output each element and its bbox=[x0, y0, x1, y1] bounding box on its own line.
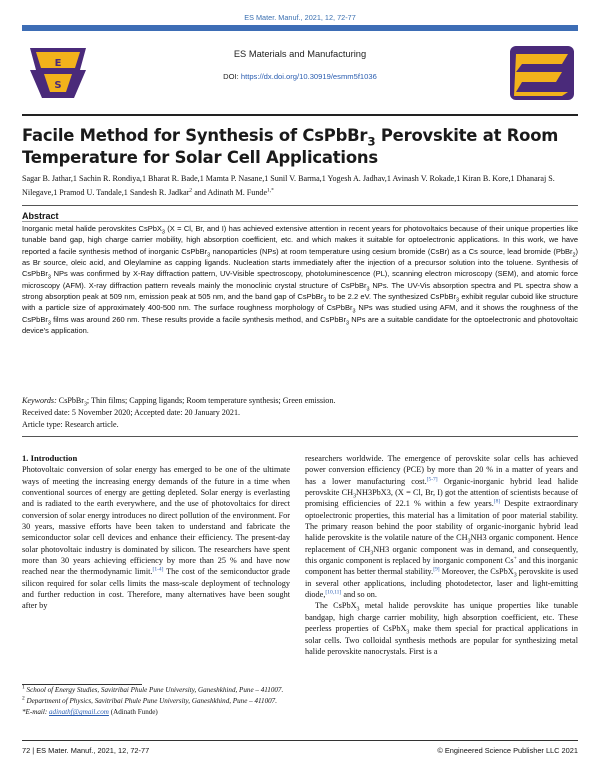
keywords: CsPbBr$_3$; Thin films; Capping ligands; Room temperature synthesis; Green emission. bbox=[56, 396, 336, 408]
email-label: *E-mail: bbox=[22, 708, 49, 717]
abstract-top-rule bbox=[22, 205, 578, 206]
article-title bbox=[22, 125, 578, 169]
doi-link[interactable]: https://dx.doi.org/10.30919/esmm5f1036 bbox=[240, 72, 377, 81]
keywords-line bbox=[22, 395, 578, 407]
left-column bbox=[22, 453, 290, 612]
svg-text:S: S bbox=[54, 80, 62, 91]
article-type: Article type: Research article. bbox=[22, 420, 119, 429]
citation[interactable]: [10,11] bbox=[325, 589, 342, 596]
header-rule bbox=[22, 114, 578, 116]
intro-text-b: The cost of the semiconductor grade silicon required for solar cells limits the mass-scale deployment of technology and further reduction in cost. Therefore, many alternatives have been sought after by bbox=[22, 567, 290, 611]
intro-text-e: Despite extraordinary optoelectronic properties, this material has a limitation of poor material stability. The primary reason behind the poor stability of organic-inorganic hybrid lead halide perovskite is the volatile nature of the $CH_3NH3$ organic component. Hence replacement of $CH_3NH3$ organic component was in demand, and consequently, this organic component is replaced by inorganic component Cs+ and this inorganic component has better thermal stability. bbox=[305, 499, 579, 577]
intro-text-f: Moreover, the CsPbX$_3$ perovskite is used in several other applications, including photodetector, laser and light-emitting diode, bbox=[305, 567, 578, 600]
intro-text-d: Organic-inorganic hybrid lead halide perovskite $CH_3NH3PbX3$, (X = Cl, Br, I) got the attention of scientists because of promising efficiencies of 22.1 % within a few years. bbox=[305, 476, 578, 509]
journal-name: ES Materials and Manufacturing bbox=[233, 49, 367, 59]
abstract-heading-rule bbox=[22, 221, 578, 222]
right-column bbox=[305, 453, 578, 657]
footnotes bbox=[22, 685, 290, 719]
citation[interactable]: [9] bbox=[433, 566, 440, 573]
email-owner: (Adinath Funde) bbox=[108, 708, 158, 717]
header-bar bbox=[22, 25, 578, 31]
intro-paragraph-1 bbox=[22, 464, 290, 611]
keywords-label: Keywords: bbox=[22, 396, 57, 405]
running-head: ES Mater. Manuf., 2021, 12, 72-77 bbox=[244, 13, 356, 22]
svg-text:E: E bbox=[54, 58, 62, 69]
citation[interactable]: [8] bbox=[493, 498, 501, 505]
citation[interactable]: [5-7] bbox=[426, 475, 438, 482]
received-dates: Received date: 5 November 2020; Accepted date: 20 January 2021. bbox=[22, 408, 241, 417]
intro-text-a: Photovoltaic conversion of solar energy has emerged to be one of the ultimate ways of meeting the increasing energy demands of the future in a time when conventional sources of energy are getting depleted. Solar energy is everlasting and is radiated to the earth everywhere, and the use of photovoltaics for direct conversion of solar energy introduces no direct pollution of the environment. For 30 years, massive efforts have been taken to understand and fabricate the semiconductor solar cell devices and enhance their efficiency. The present-day solar photovoltaic industry is dominated by silicon. The researchers have spent more than 30 years achieving efficiency by more than 25 % and have now reached near the thermodynamic limit. bbox=[22, 465, 290, 577]
footer-rule bbox=[22, 740, 578, 741]
footnote-affiliation-2: $^2$ Department of Physics, Savitribai Phule Pune University, Ganeshkhind, Pune – 411007. bbox=[22, 695, 277, 706]
section-heading-introduction: 1. Introduction bbox=[22, 453, 78, 463]
footer-left: 72 | ES Mater. Manuf., 2021, 12, 72-77 bbox=[22, 746, 150, 755]
intro-paragraph-2: The CsPbX$_3$ metal halide perovskite has unique properties like tunable bandgap, high charge carrier mobility, high absorption coefficient, etc. These peerless properties of CsPbX$_3$ make them special for practical applications in solar cells. Two colloidal synthesis methods are popular for synthesizing metal halide perovskite nanocrystals. First is a bbox=[305, 601, 578, 656]
intro-text-g: and so on. bbox=[341, 590, 377, 600]
title-text: Facile Method for Synthesis of CsPbBr$_3$ Perovskite at Room Temperature for Solar Cell Applications bbox=[22, 126, 559, 167]
footnote-email bbox=[22, 707, 290, 718]
abstract-heading: Abstract bbox=[22, 211, 59, 221]
body-rule bbox=[22, 436, 578, 437]
footer-right: © Engineered Science Publisher LLC 2021 bbox=[437, 746, 578, 755]
doi-label: DOI: bbox=[223, 72, 241, 81]
intro-text-c: researchers worldwide. The emergence of perovskite solar cells has achieved power conversion efficiency (PCE) by more than 20 % in a matter of years and has a lower manufacturing cost. bbox=[305, 454, 578, 486]
abstract-text: Inorganic metal halide perovskites CsPbX$_3$ (X = Cl, Br, and I) has achieved extensive attention in recent years for photovoltaics because of their unique properties like tunable band gap, high charge carrier mobility, high absorption coefficient, etc. and which makes it suitable for optoelectronic applications. In this work, we have reported a facile synthesis method of inorganic CsPbBr$_3$ nanoparticles (NPs) at room temperature using cesium bromide (CsBr) as a Cs source, lead bromide (PbBr$_2$) as Br source, oleic acid, and Oleylamine as capping ligands. Nucleation starts immediately after the injection of a precursor solution into the toluene. Synthesis of CsPbBr$_3$ NPs was confirmed by X-Ray diffraction pattern, UV-Visible spectroscopy, photoluminescence (PL), scanning electron microscopy (SEM), and atomic force microscopy (AFM). X-ray diffraction pattern reveals mainly the monoclinic crystal structure of CsPbBr$_3$ NPs. The UV-Vis absorption spectra and PL spectra show a strong absorption peak at 509 nm, emission peak at 505 nm, and the band gap of CsPbBr$_3$ to be 2.2 eV. The synthesized CsPbBr$_3$ exhibit regular cuboid like structure with a particle size of approximately 400-500 nm. The surface roughness morphology of CsPbBr$_3$ NPs was studied using AFM, and it shows the roughness of the CsPbBr$_3$ films was around 260 nm. These results provide a facile synthesis method, and CsPbBr$_3$ NPs are a suitable candidate for the optoelectronic and photovoltaic device's application. bbox=[22, 224, 579, 336]
author-list: Sagar B. Jathar,1 Sachin R. Rondiya,1 Bharat R. Bade,1 Mamta P. Nasane,1 Sunil V. Barma,1 Yogesh A. Jadhav,1 Avinash V. Rokade,1 Kiran B. Kore,1 Dhanaraj S. Nilegave,1 Pramod U. Tandale,1 Sandesh R. Jadkar$^2$ and Adinath M. Funde$^{1,*}$ bbox=[22, 174, 555, 197]
footnote-affiliation-1: $^1$ School of Energy Studies, Savitribai Phule Pune University, Ganeshkhind, Pune – 411007. bbox=[22, 684, 284, 694]
es-logo-right bbox=[506, 40, 578, 106]
intro-paragraph-1-cont bbox=[305, 453, 578, 600]
citation[interactable]: [1-4] bbox=[152, 566, 164, 573]
email-link[interactable]: adinathf@gmail.com bbox=[49, 708, 109, 717]
